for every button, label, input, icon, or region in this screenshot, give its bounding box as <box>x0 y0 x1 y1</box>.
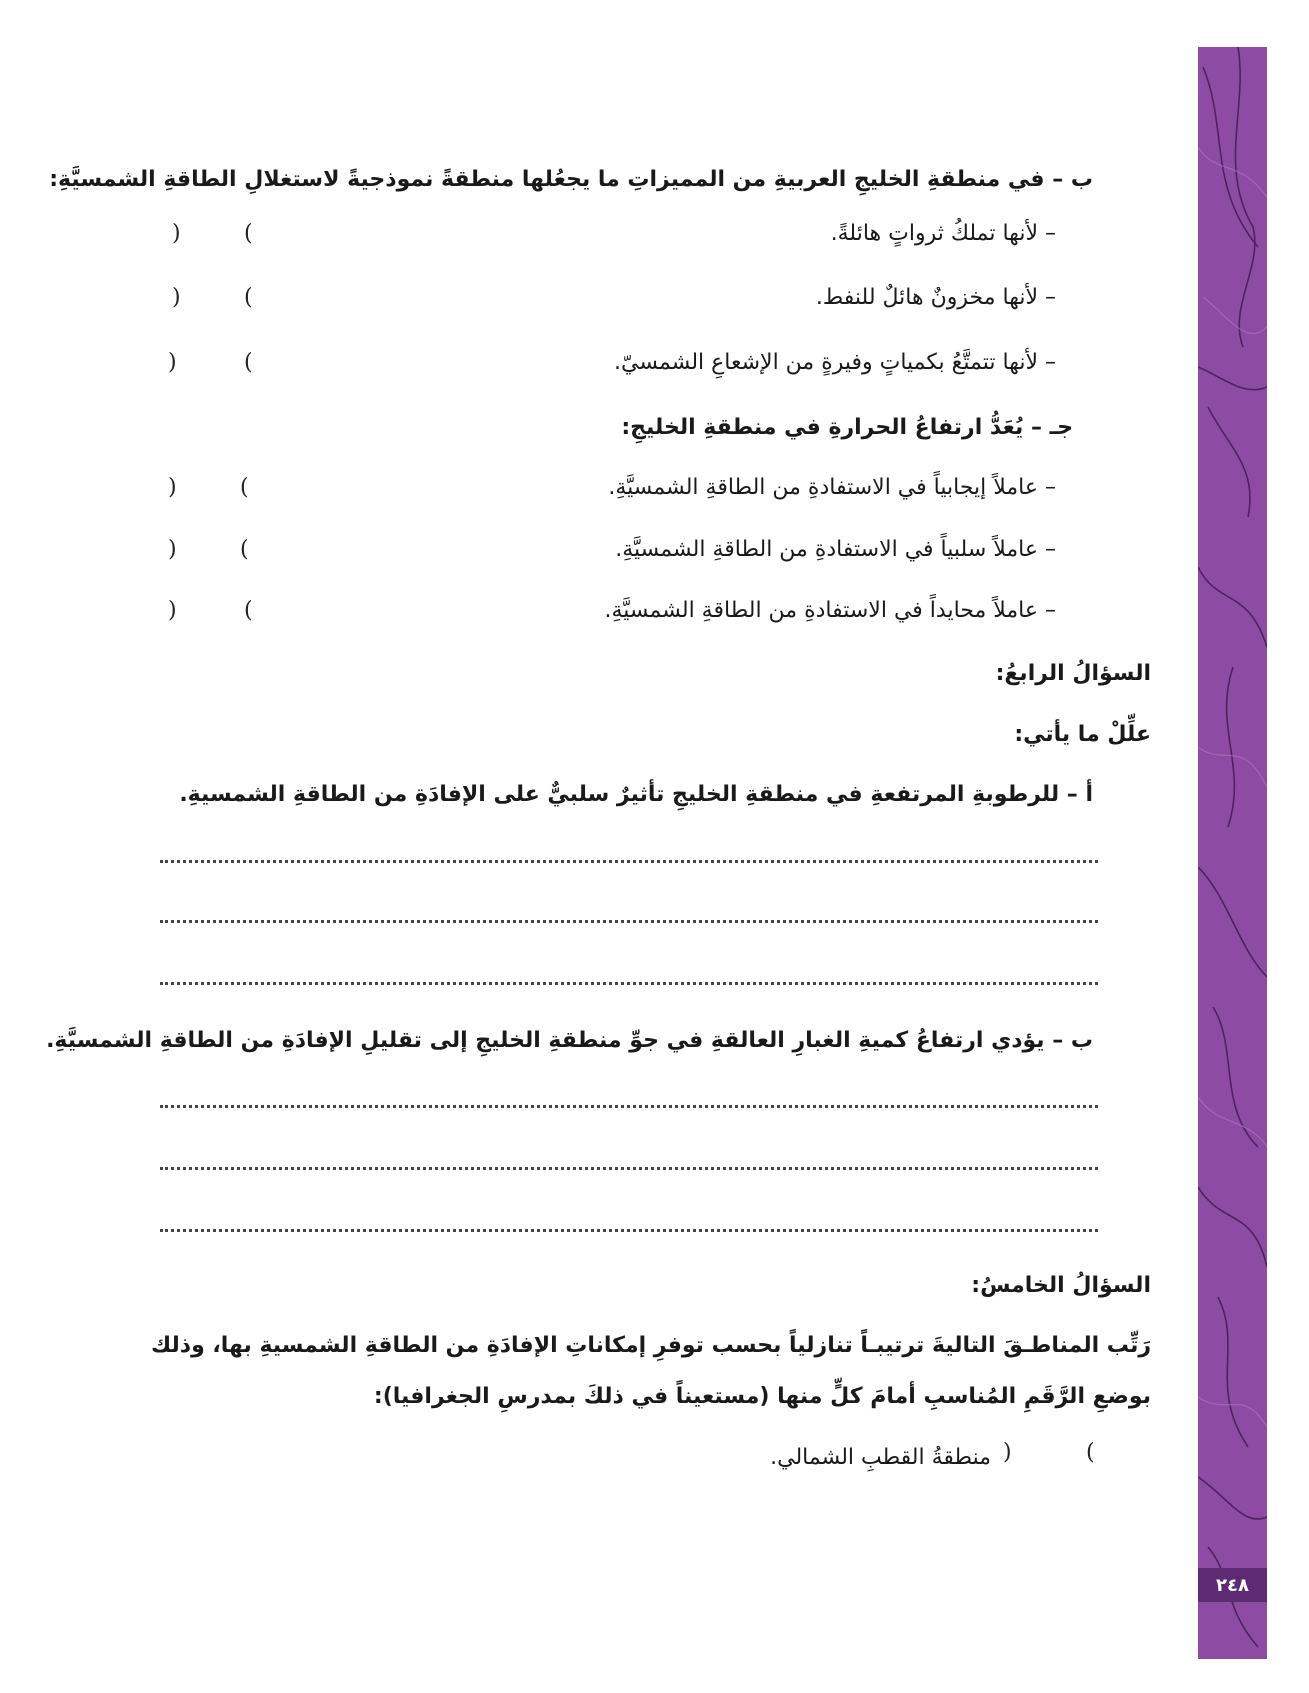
section-c-question: جـ – يُعَدُّ ارتفاعُ الحرارةِ في منطقةِ الخليجِ: <box>621 415 1073 440</box>
side-band-decoration <box>1198 47 1267 1659</box>
section-b-option-1: – لأنها تملكُ ثرواتٍ هائلةً. <box>830 221 1056 246</box>
question-5-item-1: منطقةُ القطبِ الشمالي. <box>770 1445 991 1470</box>
answer-line[interactable] <box>160 1167 1098 1170</box>
answer-paren-open: ( <box>244 350 253 375</box>
answer-paren-open: ( <box>244 598 253 623</box>
question-5-title: السؤالُ الخامسُ: <box>971 1273 1151 1298</box>
answer-paren-close: ) <box>172 221 181 246</box>
answer-line[interactable] <box>160 860 1098 863</box>
question-4-instruction: علِّلْ ما يأتي: <box>1014 722 1151 747</box>
answer-line[interactable] <box>160 920 1098 923</box>
answer-paren-open: ( <box>1086 1440 1095 1465</box>
question-5-instruction-line-2: بوضعِ الرَّقَمِ المُناسبِ أمامَ كلٍّ منها (مستعيناً في ذلكَ بمدرسِ الجغرافيا): <box>373 1384 1151 1409</box>
answer-line[interactable] <box>160 1229 1098 1232</box>
answer-paren-close: ) <box>168 475 177 500</box>
answer-line[interactable] <box>160 982 1098 985</box>
question-4-item-b: ب – يؤدي ارتفاعُ كميةِ الغبارِ العالقةِ في جوِّ منطقةِ الخليجِ إلى تقليلِ الإفادَةِ من الطاقةِ الشمسيَّةِ. <box>46 1028 1093 1053</box>
answer-paren-open: ( <box>240 475 249 500</box>
answer-paren-close: ) <box>168 537 177 562</box>
section-b-option-3: – لأنها تتمتَّعُ بكمياتٍ وفيرةٍ من الإشعاعِ الشمسيّ. <box>614 350 1056 375</box>
question-4-item-a: أ – للرطوبةِ المرتفعةِ في منطقةِ الخليجِ تأثيرٌ سلبيٌّ على الإفادَةِ من الطاقةِ الشمسيةِ. <box>179 782 1093 807</box>
section-b-question: ب – في منطقةِ الخليجِ العربيةِ من المميزاتِ ما يجعُلها منطقةً نموذجيةً لاستغلالِ الطاقةِ الشمسيَّةِ: <box>49 167 1093 192</box>
answer-paren-close: ) <box>168 350 177 375</box>
section-c-option-3: – عاملاً محايداً في الاستفادةِ من الطاقةِ الشمسيَّةِ. <box>604 598 1056 623</box>
answer-paren-open: ( <box>244 285 253 310</box>
answer-paren-open: ( <box>244 221 253 246</box>
answer-paren-close: ) <box>1003 1440 1012 1465</box>
section-b-option-2: – لأنها مخزونٌ هائلٌ للنفط. <box>815 285 1056 310</box>
answer-paren-close: ) <box>168 598 177 623</box>
answer-paren-open: ( <box>240 537 249 562</box>
question-5-instruction-line-1: رَتِّب المناطـقَ التاليةَ ترتيبـاً تنازلياً بحسب توفرِ إمكاناتِ الإفادَةِ من الطاقةِ الشمسيةِ بها، وذلك <box>151 1333 1151 1358</box>
side-band-pattern <box>1198 47 1267 1659</box>
page-number: ٢٤٨ <box>1198 1568 1267 1602</box>
answer-line[interactable] <box>160 1105 1098 1108</box>
answer-paren-close: ) <box>172 285 181 310</box>
section-c-option-1: – عاملاً إيجابياً في الاستفادةِ من الطاقةِ الشمسيَّةِ. <box>608 475 1056 500</box>
question-4-title: السؤالُ الرابعُ: <box>995 661 1151 686</box>
section-c-option-2: – عاملاً سلبياً في الاستفادةِ من الطاقةِ الشمسيَّةِ. <box>615 537 1056 562</box>
